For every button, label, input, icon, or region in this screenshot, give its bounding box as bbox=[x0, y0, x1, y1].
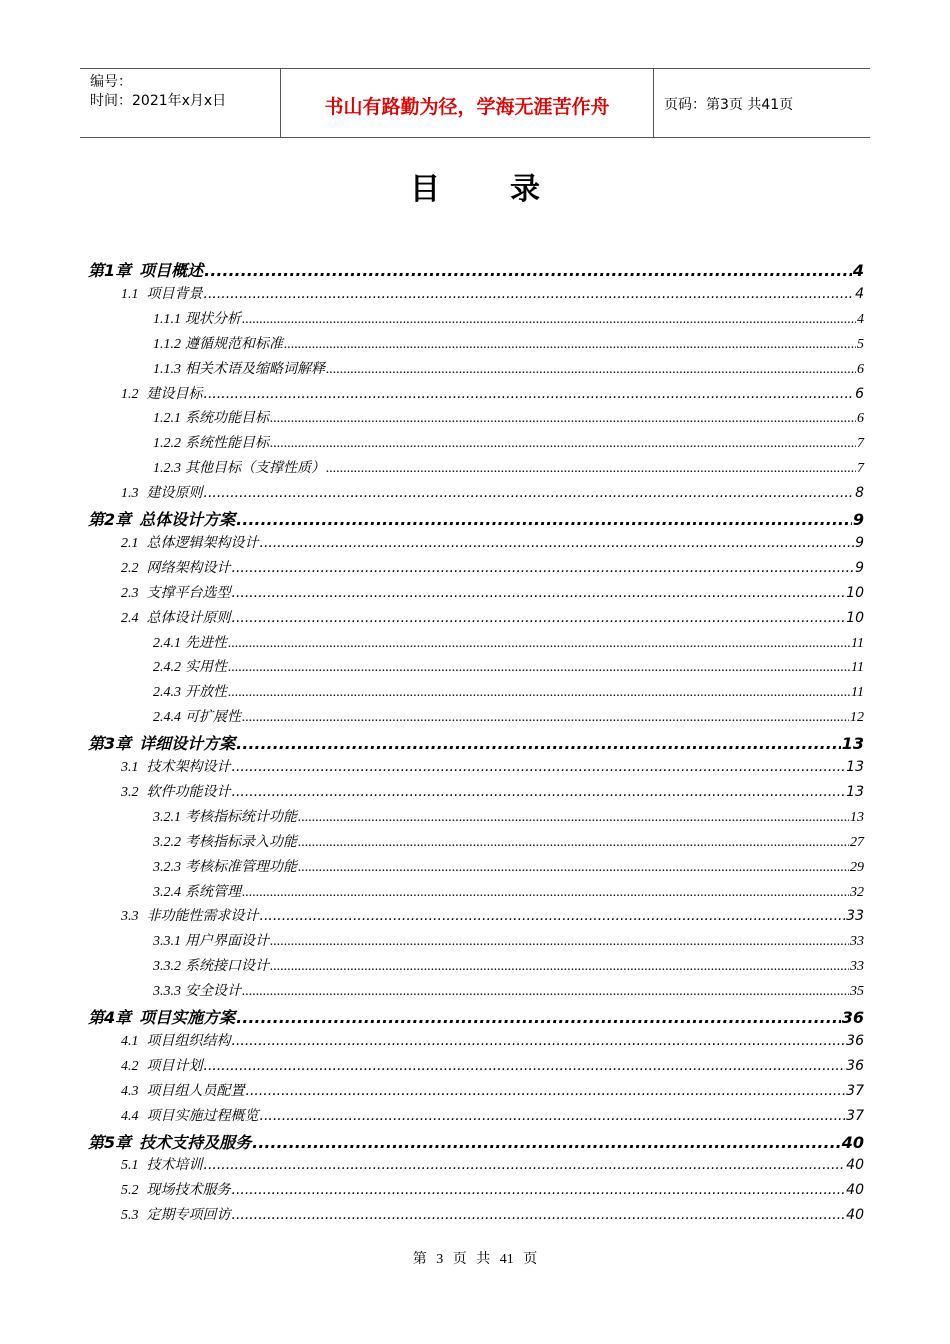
toc-entry[interactable] bbox=[153, 930, 864, 954]
toc-entry-label: 先进性 bbox=[185, 635, 227, 651]
toc-dot-leader bbox=[228, 685, 850, 701]
toc-entry-number: 1.1.1 bbox=[153, 311, 181, 327]
toc-entry-label: 项目计划 bbox=[146, 1057, 203, 1074]
toc-entry-page: 36 bbox=[841, 1008, 864, 1027]
toc-entry-label: 非功能性需求设计 bbox=[146, 908, 259, 925]
toc-entry[interactable] bbox=[121, 1179, 864, 1203]
toc-entry[interactable] bbox=[153, 980, 864, 1004]
toc-dot-leader bbox=[298, 810, 849, 826]
toc-entry-page: 6 bbox=[857, 361, 864, 377]
header-motto: 书山有路勤为径，学海无涯苦作舟 bbox=[281, 69, 654, 137]
toc-entry-label: 考核指标统计功能 bbox=[185, 809, 297, 825]
toc-entry-page: 11 bbox=[851, 685, 864, 701]
toc-entry[interactable] bbox=[121, 756, 864, 780]
toc-entry-label: 总体设计方案 bbox=[139, 510, 236, 529]
toc-entry[interactable] bbox=[153, 806, 864, 830]
toc-entry-page: 13 bbox=[841, 734, 864, 754]
toc-entry-page: 7 bbox=[857, 436, 864, 452]
toc-entry-number: 1.2.1 bbox=[153, 411, 181, 427]
toc-entry-number: 3.2 bbox=[121, 784, 139, 800]
page-footer: 第 3 页 共 41 页 bbox=[412, 1252, 538, 1267]
toc-entry[interactable] bbox=[153, 856, 864, 880]
page-title: 目录 bbox=[410, 172, 610, 207]
toc-entry-page: 4 bbox=[855, 285, 864, 302]
toc-entry-label: 技术架构设计 bbox=[146, 759, 231, 775]
toc-dot-leader bbox=[204, 386, 855, 402]
toc-entry-number: 3.1 bbox=[121, 760, 139, 775]
toc-dot-leader bbox=[232, 1207, 846, 1223]
toc-entry-number: 4.4 bbox=[121, 1108, 139, 1124]
toc-entry-label: 现场技术服务 bbox=[146, 1182, 231, 1199]
toc-entry-page: 7 bbox=[857, 461, 864, 477]
toc-entry-label: 项目组人员配置 bbox=[146, 1082, 245, 1099]
toc-entry-page: 40 bbox=[846, 1182, 864, 1199]
toc-entry-page: 36 bbox=[846, 1057, 864, 1074]
toc-dot-leader bbox=[270, 934, 849, 950]
toc-dot-leader bbox=[232, 1182, 846, 1198]
toc-entry-label: 系统功能目标 bbox=[185, 411, 269, 427]
toc-dot-leader bbox=[270, 436, 856, 452]
toc-entry-page: 8 bbox=[855, 485, 864, 502]
toc-entry-number: 3.3.3 bbox=[153, 984, 181, 1000]
toc-entry-page: 33 bbox=[846, 908, 864, 925]
toc-entry-number: 2.1 bbox=[121, 535, 139, 551]
toc-entry-page: 10 bbox=[846, 609, 864, 626]
toc-dot-leader bbox=[232, 759, 846, 775]
toc-dot-leader bbox=[236, 1008, 841, 1027]
toc-dot-leader bbox=[228, 636, 850, 652]
toc-entry-page: 33 bbox=[850, 934, 864, 950]
toc-entry-label: 支撑平台选型 bbox=[146, 584, 231, 601]
toc-entry[interactable] bbox=[153, 706, 864, 730]
toc-entry-number: 第5章 bbox=[88, 1132, 132, 1152]
page-header bbox=[80, 68, 870, 138]
toc-entry-number: 3.3.2 bbox=[153, 959, 181, 975]
toc-entry[interactable] bbox=[153, 955, 864, 979]
toc-entry-label: 建设原则 bbox=[146, 485, 203, 502]
toc-entry-number: 第2章 bbox=[88, 510, 132, 529]
toc-entry-page: 36 bbox=[846, 1032, 864, 1049]
toc-dot-leader bbox=[260, 908, 846, 924]
toc-dot-leader bbox=[242, 984, 849, 1000]
toc-dot-leader bbox=[284, 337, 856, 353]
toc-entry[interactable] bbox=[121, 781, 864, 805]
toc-entry-number: 2.4.1 bbox=[153, 635, 181, 651]
toc-dot-leader bbox=[326, 362, 856, 378]
toc-dot-leader bbox=[326, 461, 856, 477]
toc-entry-number: 2.4 bbox=[121, 610, 139, 626]
toc-dot-leader bbox=[298, 860, 849, 876]
toc-entry[interactable] bbox=[121, 582, 864, 606]
toc-dot-leader bbox=[242, 885, 849, 901]
toc-entry[interactable] bbox=[121, 1080, 864, 1104]
toc-entry-number: 1.3 bbox=[121, 486, 139, 502]
toc-entry[interactable] bbox=[153, 831, 864, 855]
toc-entry-page: 29 bbox=[850, 859, 864, 875]
toc-entry-number: 2.4.2 bbox=[153, 660, 181, 676]
toc-entry-number: 1.1 bbox=[121, 286, 139, 302]
toc-entry-label: 技术培训 bbox=[146, 1157, 203, 1174]
toc-dot-leader bbox=[246, 1083, 846, 1099]
toc-entry[interactable] bbox=[153, 632, 864, 656]
toc-entry[interactable] bbox=[153, 333, 864, 357]
toc-entry-label: 建设目标 bbox=[146, 385, 203, 402]
toc-entry-number: 5.3 bbox=[121, 1208, 139, 1224]
toc-entry[interactable] bbox=[121, 905, 864, 929]
toc-entry-page: 27 bbox=[850, 834, 864, 850]
toc-dot-leader bbox=[204, 485, 855, 501]
toc-entry-label: 项目实施过程概览 bbox=[146, 1107, 259, 1124]
toc-entry-page: 12 bbox=[850, 710, 864, 726]
toc-entry[interactable] bbox=[121, 1030, 864, 1054]
toc-entry[interactable] bbox=[153, 881, 864, 905]
toc-entry-label: 相关术语及缩略词解释 bbox=[185, 361, 325, 377]
toc-entry[interactable] bbox=[88, 258, 864, 282]
toc-entry-label: 考核指标录入功能 bbox=[185, 834, 297, 850]
toc-dot-leader bbox=[232, 560, 855, 576]
toc-entry-label: 实用性 bbox=[185, 660, 227, 676]
toc-dot-leader bbox=[260, 535, 855, 551]
toc-entry[interactable] bbox=[121, 1105, 864, 1129]
toc-entry-number: 1.2.2 bbox=[153, 436, 181, 452]
toc-dot-leader bbox=[232, 1033, 846, 1049]
toc-entry-page: 33 bbox=[850, 959, 864, 975]
toc-entry-page: 13 bbox=[846, 783, 864, 800]
toc-entry-number: 1.2 bbox=[121, 386, 139, 402]
toc-entry-page: 13 bbox=[846, 759, 864, 775]
toc-entry[interactable] bbox=[153, 432, 864, 456]
toc-entry-label: 现状分析 bbox=[185, 311, 241, 327]
toc-dot-leader bbox=[242, 312, 856, 328]
toc-entry[interactable] bbox=[153, 358, 864, 382]
toc-entry[interactable] bbox=[121, 283, 864, 307]
header-page-info: 页码：第3页 共41页 bbox=[664, 97, 794, 113]
toc-entry-label: 项目背景 bbox=[146, 285, 203, 302]
toc-dot-leader bbox=[204, 286, 855, 302]
toc-entry-label: 系统管理 bbox=[185, 884, 241, 900]
toc-entry-label: 其他目标（支撑性质） bbox=[185, 461, 325, 477]
toc-entry-page: 6 bbox=[857, 411, 864, 427]
toc-dot-leader bbox=[204, 1058, 846, 1074]
toc-dot-leader bbox=[252, 1133, 841, 1152]
toc-entry[interactable] bbox=[153, 656, 864, 680]
toc-entry-label: 项目实施方案 bbox=[139, 1008, 236, 1027]
toc-dot-leader bbox=[236, 734, 841, 753]
toc-entry-page: 4 bbox=[852, 261, 864, 280]
toc-entry-page: 11 bbox=[851, 660, 864, 676]
toc-entry[interactable] bbox=[121, 1204, 864, 1228]
document-number: 编号： bbox=[90, 74, 132, 90]
toc-entry[interactable] bbox=[121, 557, 864, 581]
toc-entry-number: 4.1 bbox=[121, 1033, 139, 1049]
toc-dot-leader bbox=[236, 510, 852, 529]
toc-entry-number: 2.4.3 bbox=[153, 685, 181, 701]
document-date: 时间：2021年x月x日 bbox=[90, 93, 227, 109]
toc-entry-page: 35 bbox=[850, 984, 864, 1000]
toc-entry-number: 1.2.3 bbox=[153, 461, 181, 477]
toc-entry-page: 9 bbox=[852, 510, 864, 529]
toc-dot-leader bbox=[228, 660, 850, 676]
toc-entry-number: 4.2 bbox=[121, 1058, 139, 1074]
toc-entry[interactable] bbox=[121, 532, 864, 556]
toc-dot-leader bbox=[232, 784, 846, 800]
toc-entry-number: 5.1 bbox=[121, 1158, 139, 1174]
toc-entry-number: 第4章 bbox=[88, 1008, 132, 1027]
header-meta bbox=[80, 69, 281, 137]
toc-entry[interactable] bbox=[88, 1005, 864, 1029]
toc-entry-label: 用户界面设计 bbox=[185, 934, 269, 950]
toc-entry-number: 第1章 bbox=[88, 261, 132, 280]
toc-entry-number: 2.4.4 bbox=[153, 710, 181, 726]
toc-entry-label: 遵循规范和标准 bbox=[185, 336, 283, 352]
toc-entry-page: 37 bbox=[846, 1107, 864, 1124]
toc-entry-label: 考核标准管理功能 bbox=[185, 859, 297, 875]
toc-dot-leader bbox=[260, 1108, 846, 1124]
toc-entry-number: 4.3 bbox=[121, 1083, 139, 1099]
toc-dot-leader bbox=[232, 610, 846, 626]
toc-entry-page: 40 bbox=[846, 1207, 864, 1224]
toc-entry-label: 安全设计 bbox=[185, 984, 241, 1000]
toc-entry-page: 40 bbox=[846, 1157, 864, 1174]
toc-entry-number: 3.2.3 bbox=[153, 859, 181, 875]
toc-entry[interactable] bbox=[153, 457, 864, 481]
toc-entry-page: 40 bbox=[841, 1132, 864, 1152]
toc-entry[interactable] bbox=[88, 507, 864, 531]
toc-entry-label: 可扩展性 bbox=[185, 710, 241, 726]
toc-entry-page: 13 bbox=[850, 809, 864, 825]
toc-entry-label: 定期专项回访 bbox=[146, 1207, 231, 1224]
toc-entry-number: 3.2.1 bbox=[153, 809, 181, 825]
toc-entry[interactable] bbox=[88, 731, 864, 755]
toc-entry-page: 4 bbox=[857, 311, 864, 327]
toc-dot-leader bbox=[298, 835, 849, 851]
toc-entry-page: 10 bbox=[846, 584, 864, 601]
toc-entry-label: 详细设计方案 bbox=[139, 734, 236, 754]
toc-entry-page: 37 bbox=[846, 1082, 864, 1099]
toc-dot-leader bbox=[232, 585, 846, 601]
toc-entry-number: 2.3 bbox=[121, 585, 139, 601]
toc-entry[interactable] bbox=[121, 482, 864, 506]
toc-entry-number: 1.1.2 bbox=[153, 336, 181, 352]
toc-entry-label: 开放性 bbox=[185, 685, 227, 701]
toc-entry-label: 总体设计原则 bbox=[146, 609, 231, 626]
toc-entry[interactable] bbox=[153, 407, 864, 431]
toc-entry-number: 3.2.4 bbox=[153, 884, 181, 900]
toc-entry[interactable] bbox=[121, 383, 864, 407]
toc-entry[interactable] bbox=[121, 607, 864, 631]
toc-entry-number: 第3章 bbox=[88, 734, 132, 754]
toc-entry[interactable] bbox=[153, 308, 864, 332]
toc-dot-leader bbox=[270, 411, 856, 427]
toc-entry-label: 项目概述 bbox=[139, 261, 204, 280]
toc-entry-label: 系统性能目标 bbox=[185, 436, 269, 452]
toc-entry-page: 11 bbox=[851, 635, 864, 651]
toc-dot-leader bbox=[204, 1157, 846, 1173]
toc-entry-page: 9 bbox=[855, 534, 864, 551]
toc-entry[interactable] bbox=[121, 1055, 864, 1079]
toc-entry-page: 32 bbox=[850, 884, 864, 900]
toc-entry-number: 3.3.1 bbox=[153, 934, 181, 950]
toc-entry-label: 网络架构设计 bbox=[146, 559, 231, 576]
toc-entry-page: 6 bbox=[855, 385, 864, 402]
toc-entry-label: 项目组织结构 bbox=[146, 1032, 231, 1049]
toc-entry-number: 3.3 bbox=[121, 909, 139, 925]
toc-entry[interactable] bbox=[121, 1154, 864, 1178]
toc-entry-page: 9 bbox=[855, 559, 864, 576]
toc-entry-number: 5.2 bbox=[121, 1183, 139, 1199]
toc-entry-number: 1.1.3 bbox=[153, 361, 181, 377]
toc-dot-leader bbox=[204, 261, 852, 280]
toc-dot-leader bbox=[242, 710, 849, 726]
toc-entry-label: 技术支持及服务 bbox=[139, 1132, 252, 1152]
toc-dot-leader bbox=[270, 959, 849, 975]
toc-entry[interactable] bbox=[88, 1130, 864, 1154]
toc-entry-label: 总体逻辑架构设计 bbox=[146, 534, 259, 551]
toc-entry-number: 2.2 bbox=[121, 560, 139, 576]
toc-entry-label: 软件功能设计 bbox=[146, 783, 231, 800]
toc-entry-label: 系统接口设计 bbox=[185, 959, 269, 975]
toc-entry[interactable] bbox=[153, 681, 864, 705]
toc-entry-page: 5 bbox=[857, 336, 864, 352]
toc-entry-number: 3.2.2 bbox=[153, 834, 181, 850]
